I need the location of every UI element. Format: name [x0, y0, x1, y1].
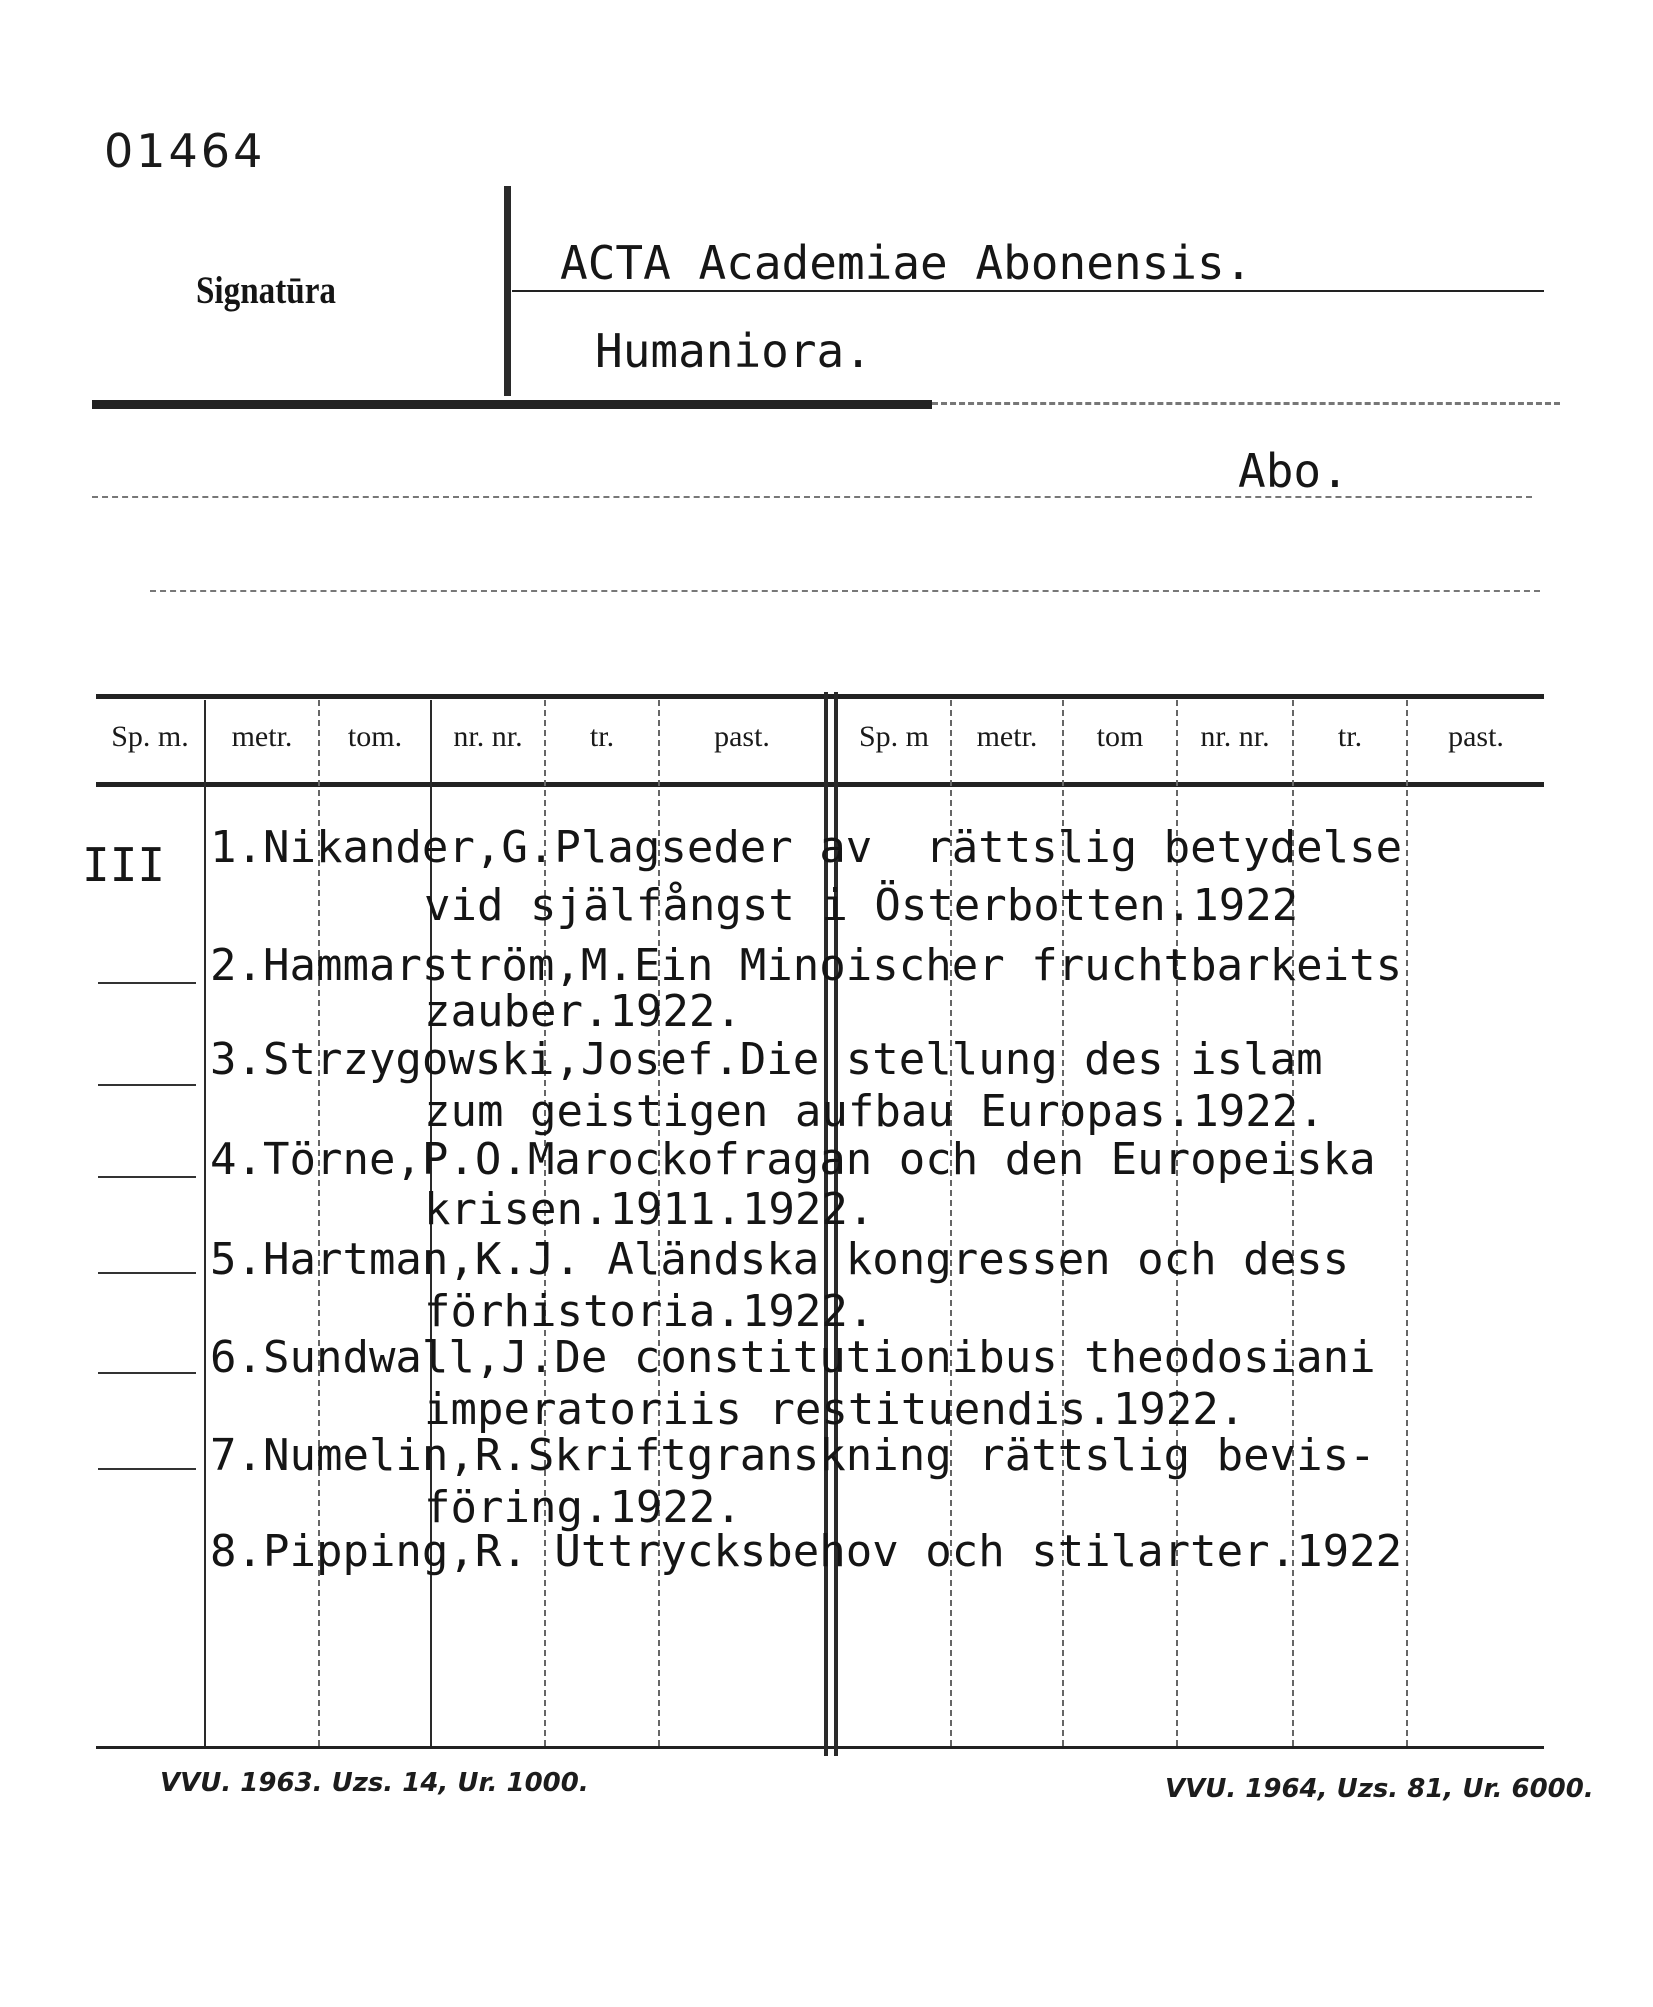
entry-1-line-2: vid själfångst i Österbotten.1922	[424, 880, 1299, 931]
signature-label: Signatūra	[196, 269, 336, 312]
entry-3-line-2: zum geistigen aufbau Europas.1922.	[424, 1086, 1325, 1137]
entry-8-line-1: 8.Pipping,R. Uttrycksbehov och stilarter.1922	[210, 1526, 1403, 1577]
entry-5-line-1: 5.Hartman,K.J. Aländska kongressen och dess	[210, 1234, 1350, 1285]
col-header-tr: tr.	[589, 720, 615, 753]
signature-divider	[504, 186, 511, 396]
col-line-11	[1406, 700, 1408, 1746]
col-header-past: past.	[714, 720, 770, 753]
entry-3-line-1: 3.Strzygowski,Josef.Die stellung des islam	[210, 1034, 1323, 1085]
table-top-rule	[96, 694, 1544, 699]
col-header-metr-2: metr.	[976, 720, 1038, 753]
entry-4-line-2: krisen.1911.1922.	[424, 1184, 875, 1235]
card-number: 01464	[104, 124, 266, 178]
row-tick	[98, 1272, 196, 1274]
col-header-sp-m-2: Sp. m	[858, 720, 930, 753]
volume-number: III	[82, 838, 166, 892]
row-tick	[98, 1468, 196, 1470]
col-header-tr-2: tr.	[1337, 720, 1363, 753]
col-header-past-2: past.	[1448, 720, 1504, 753]
entry-5-line-2: förhistoria.1922.	[424, 1286, 875, 1337]
header-rule-faint	[932, 402, 1560, 405]
handwritten-note-left: VVU. 1963. Uzs. 14, Ur. 1000.	[160, 1768, 589, 1798]
col-header-nr-nr-2: nr. nr.	[1200, 720, 1270, 753]
entry-7-line-1: 7.Numelin,R.Skriftgranskning rättslig bevis-	[210, 1430, 1376, 1481]
publication-place: Abo.	[1238, 444, 1349, 498]
row-tick	[98, 982, 196, 984]
entry-6-line-1: 6.Sundwall,J.De constitutionibus theodosiani	[210, 1332, 1376, 1383]
ruled-line-1	[92, 496, 1532, 498]
col-header-metr: metr.	[231, 720, 293, 753]
series-title: ACTA Academiae Abonensis.	[560, 236, 1253, 290]
row-tick	[98, 1176, 196, 1178]
table-bottom-rule	[96, 1746, 1544, 1749]
col-header-nr-nr: nr. nr.	[453, 720, 523, 753]
series-subtitle: Humaniora.	[595, 324, 872, 378]
col-line-1	[204, 700, 206, 1746]
entry-4-line-1: 4.Törne,P.O.Marockofragan och den Europeiska	[210, 1134, 1376, 1185]
col-header-tom-2: tom	[1096, 720, 1144, 753]
entry-7-line-2: föring.1922.	[424, 1482, 742, 1533]
title-underline	[512, 290, 1544, 292]
entry-6-line-2: imperatoriis restituendis.1922.	[424, 1384, 1246, 1435]
entry-2-line-2: zauber.1922.	[424, 986, 742, 1037]
col-header-sp-m: Sp. m.	[111, 720, 189, 753]
row-tick	[98, 1084, 196, 1086]
entry-1-line-1: 1.Nikander,G.Plagseder av rättslig betydelse	[210, 822, 1403, 873]
col-header-tom: tom.	[347, 720, 403, 753]
ruled-line-2	[150, 590, 1540, 592]
row-tick	[98, 1372, 196, 1374]
handwritten-note-right: VVU. 1964, Uzs. 81, Ur. 6000.	[1165, 1774, 1594, 1804]
table-header-rule	[96, 782, 1544, 787]
entry-2-line-1: 2.Hammarström,M.Ein Minoischer fruchtbarkeits	[210, 940, 1403, 991]
header-rule	[92, 400, 932, 409]
